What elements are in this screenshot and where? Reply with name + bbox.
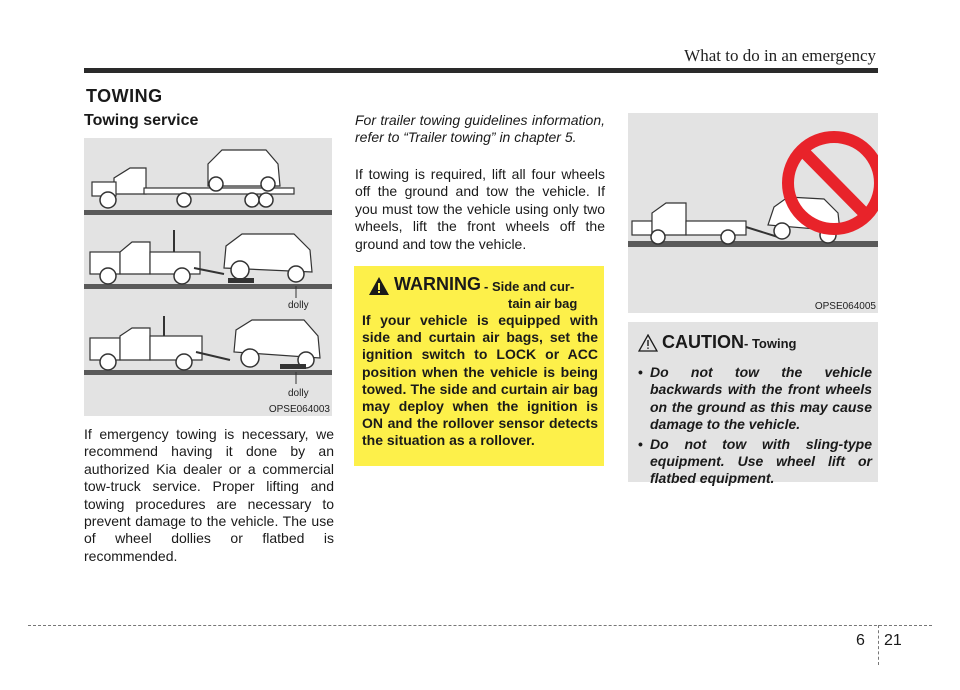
tow-methods-figure <box>84 138 332 416</box>
warning-subtitle <box>484 278 599 312</box>
dolly-label-1: dolly <box>288 300 309 311</box>
warning-subtitle-line2: tain air bag <box>508 296 578 311</box>
header-rule <box>84 68 878 73</box>
warning-triangle-icon <box>368 276 390 296</box>
warning-subtitle-line1: - Side and cur- <box>484 279 575 294</box>
prohibited-towing-figure <box>628 113 878 313</box>
caution-box <box>628 322 878 487</box>
caution-word: CAUTION <box>662 332 744 352</box>
caution-triangle-icon <box>638 334 658 352</box>
page-number: 21 <box>884 632 902 649</box>
caution-item: • Do not tow the vehicle backwards with the front wheels on the ground as this may cause damage to the vehicle. <box>636 364 872 434</box>
footer-rule <box>28 625 932 626</box>
towing-service-title: Towing service <box>84 112 199 129</box>
four-wheels-paragraph: If towing is required, lift all four wheels off the ground and tow the vehicle. If you must tow the vehicle using only two wheels, lift the front wheels off the ground and tow the vehicle. <box>355 166 605 252</box>
warning-box <box>354 266 604 466</box>
caution-list <box>636 364 872 490</box>
tow-methods-illustration <box>84 138 332 416</box>
caution-subtitle: - Towing <box>744 336 797 351</box>
warning-word: WARNING <box>394 274 481 294</box>
wheel-dolly-truck-illustration <box>84 230 332 298</box>
dolly-label-2: dolly <box>288 388 309 399</box>
section-title: TOWING <box>86 86 163 106</box>
footer-divider <box>878 625 879 665</box>
figure-left-caption: OPSE064003 <box>268 404 330 415</box>
prohibited-towing-illustration <box>628 113 878 313</box>
wheel-lift-truck-illustration <box>84 316 332 384</box>
towing-service-paragraph: If emergency towing is necessary, we recommend having it done by an authorized Kia dealer or a commercial tow-truck service. Proper lifting and towing procedures are necessary to prevent damage to the vehicle. The use of wheel dollies or flatbed is recommended. <box>84 426 334 564</box>
header-title: What to do in an emergency <box>684 46 876 65</box>
figure-right-caption: OPSE064005 <box>814 301 876 312</box>
chapter-number: 6 <box>856 632 865 649</box>
warning-body: If your vehicle is equipped with side and curtain air bags, set the ignition switch to LOCK or ACC position when the vehicle is being towed. The side and curtain air bag may deploy when the ignition is ON and the rollover sensor detects the situation as a rollover. <box>362 312 598 449</box>
caution-item: • Do not tow with sling-type equipment. Use wheel lift or flatbed equipment. <box>636 436 872 488</box>
flatbed-truck-illustration <box>84 150 332 215</box>
trailer-towing-note: For trailer towing guidelines information, refer to “Trailer towing” in chapter 5. <box>355 112 605 146</box>
